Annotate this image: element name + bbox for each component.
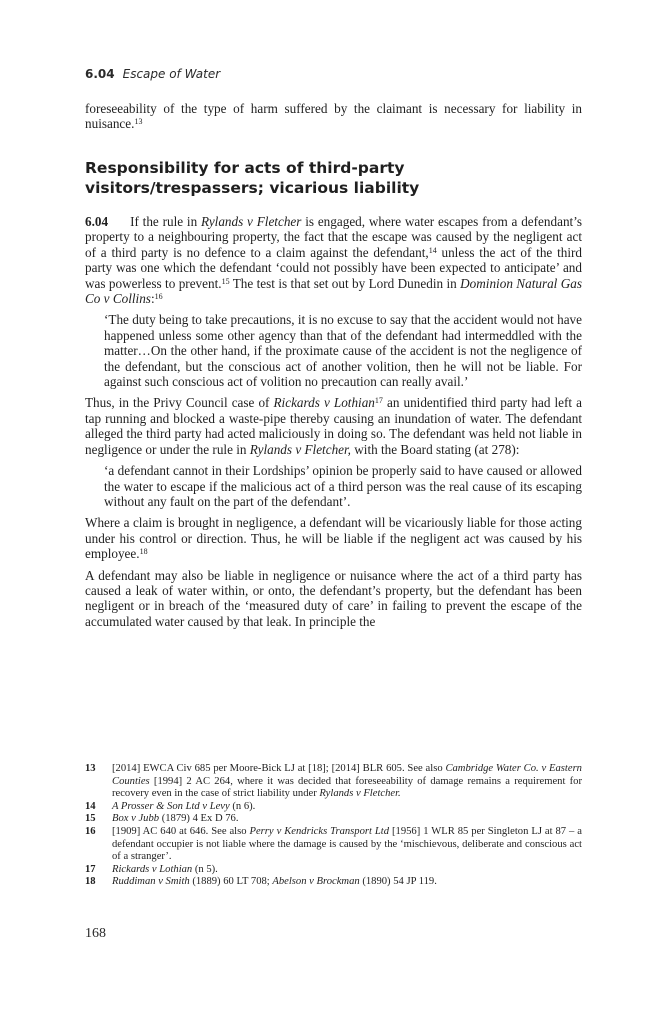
running-head-title: Escape of Water [122,67,221,81]
para-text-1: If the rule in [130,214,201,229]
case-citation: Cambridge Water Co. v Eastern Counties [112,763,582,787]
footnote-text [112,864,582,877]
footnote-number: 18 [85,876,96,888]
intro-paragraph [85,101,582,132]
footnote-fragment: (n 6). [229,800,256,812]
footnote-ref-16[interactable]: 16 [154,292,163,302]
footnotes [85,763,582,889]
case-name-rylands: Rylands v Fletcher [201,214,302,229]
footnote-text [112,813,582,826]
thus-text-3: with the Board stating (at 278): [350,441,520,457]
footnote-number: 14 [85,800,96,812]
footnote-15 [85,813,582,826]
running-head-number: 6.04 [85,67,115,81]
footnote-fragment: [2014] EWCA Civ 685 per Moore-Bick LJ at [18]; [2014] BLR 605. See also [112,763,446,774]
footnote-text [112,763,582,801]
footnote-fragment: [1956] 1 WLR 85 per Singleton LJ at 87 – a defendant occupier is not liable where the damage is caused by the ‘mischievous, deliberate and conscious act of a stranger’. [112,825,582,863]
footnote-number: 16 [85,825,96,837]
footnote-ref-18[interactable]: 18 [139,547,148,557]
case-citation: Abelson v Brockman [272,876,360,888]
footnote-ref-15[interactable]: 15 [221,276,230,286]
intro-text: foreseeability of the type of harm suffered by the claimant is necessary for liability in nuisance. [85,101,582,132]
footnote-ref-14[interactable]: 14 [428,245,437,255]
footnote-fragment: (1879) 4 Ex D 76. [159,813,239,825]
paragraph-vicarious [85,515,582,561]
main-body [85,214,582,629]
footnote-fragment: [1994] 2 AC 264, where it was decided that foreseeability of damage remains a requirement for recovery even in the case of strict liability under [112,775,582,800]
case-citation: Rylands v Fletcher. [319,788,401,800]
thus-text-2: an unidentified third party had left a tap running and blocked a waste-pipe thereby causing an inundation of water. The defendant alleged the third party had acted maliciously in doing so. The defendant was held not liable in negligence or under the rule in [85,395,582,457]
footnote-number: 17 [85,863,96,875]
footnote-number: 13 [85,763,96,774]
paragraph-number: 6.04 [85,214,109,229]
footnote-fragment: (n 5). [192,863,218,875]
thus-text-1: Thus, in the Privy Council case of [85,395,274,411]
running-head [85,67,220,81]
footnote-17 [85,864,582,877]
case-citation: A Prosser & Son Ltd v Levy [112,800,230,812]
paragraph-leak: A defendant may also be liable in negligence or nuisance where the act of a third party has caused a leak of water within, or onto, the defendant’s property, but the defendant has been negligent or in breach of the ‘measured duty of care’ in failing to prevent the escape of the accumulated water caused by that leak. In principle the [85,567,582,629]
case-name-rylands-2: Rylands v Fletcher, [249,441,351,457]
case-name-rickards: Rickards v Lothian [273,395,375,411]
footnote-fragment: (1889) 60 LT 708; [189,876,273,888]
case-name-dominion: Dominion Natural Gas Co v Collins [85,275,582,307]
footnote-text [112,876,582,889]
page-number: 168 [85,926,106,941]
footnote-14 [85,801,582,814]
footnote-ref-17[interactable]: 17 [374,396,383,406]
para-text-5: : [150,291,155,307]
footnote-13 [85,763,582,801]
footnote-ref-13[interactable]: 13 [134,117,143,127]
block-quote-lordships: ‘a defendant cannot in their Lordships’ opinion be properly said to have caused or allowed the water to escape if the malicious act of a third person was the real cause of its escaping without any fault on the part of the defendant’. [104,463,582,509]
para-text-3: unless the act of the third party was one which the defendant ‘could not possibly have been expected to anticipate’ and was powerless to prevent. [85,244,582,291]
footnote-number: 15 [85,813,96,825]
para-text-2: is engaged, where water escapes from a defendant’s property to a neighbouring property, the fact that the escape was caused by the negligent act of a third party is no defence to a claim against the defendant, [85,214,582,260]
case-citation: Box v Jubb [112,813,160,825]
section-heading: Responsibility for acts of third-party visitors/trespassers; vicarious liability [85,159,420,197]
case-citation: Rickards v Lothian [112,863,193,875]
footnote-18 [85,876,582,889]
case-citation: Ruddiman v Smith [112,876,190,888]
footnote-16 [85,826,582,864]
footnote-text [112,801,582,814]
paragraph-thus [85,395,582,457]
footnote-fragment: [1909] AC 640 at 646. See also [112,825,250,837]
para-text-4: The test is that set out by Lord Dunedin in [229,275,461,291]
footnote-fragment: (1890) 54 JP 119. [359,876,437,888]
block-quote-dunedin: ‘The duty being to take precautions, it is no excuse to say that the accident would not have happened unless some other agency than that of the defendant had intermeddled with the matter…On the other hand, if the proximate cause of the accident is not the negligence of the defendant, but the conscious act of another volition, then he will not be liable. For against such conscious act of volition no precaution can really avail.’ [104,312,582,390]
paragraph-6-04 [85,214,582,306]
where-text: Where a claim is brought in negligence, a defendant will be vicariously liable for those acting under his control or direction. Thus, he will be liable if the negligent act was caused by his employee. [85,515,582,562]
footnote-text [112,826,582,864]
case-citation: Perry v Kendricks Transport Ltd [249,825,390,837]
